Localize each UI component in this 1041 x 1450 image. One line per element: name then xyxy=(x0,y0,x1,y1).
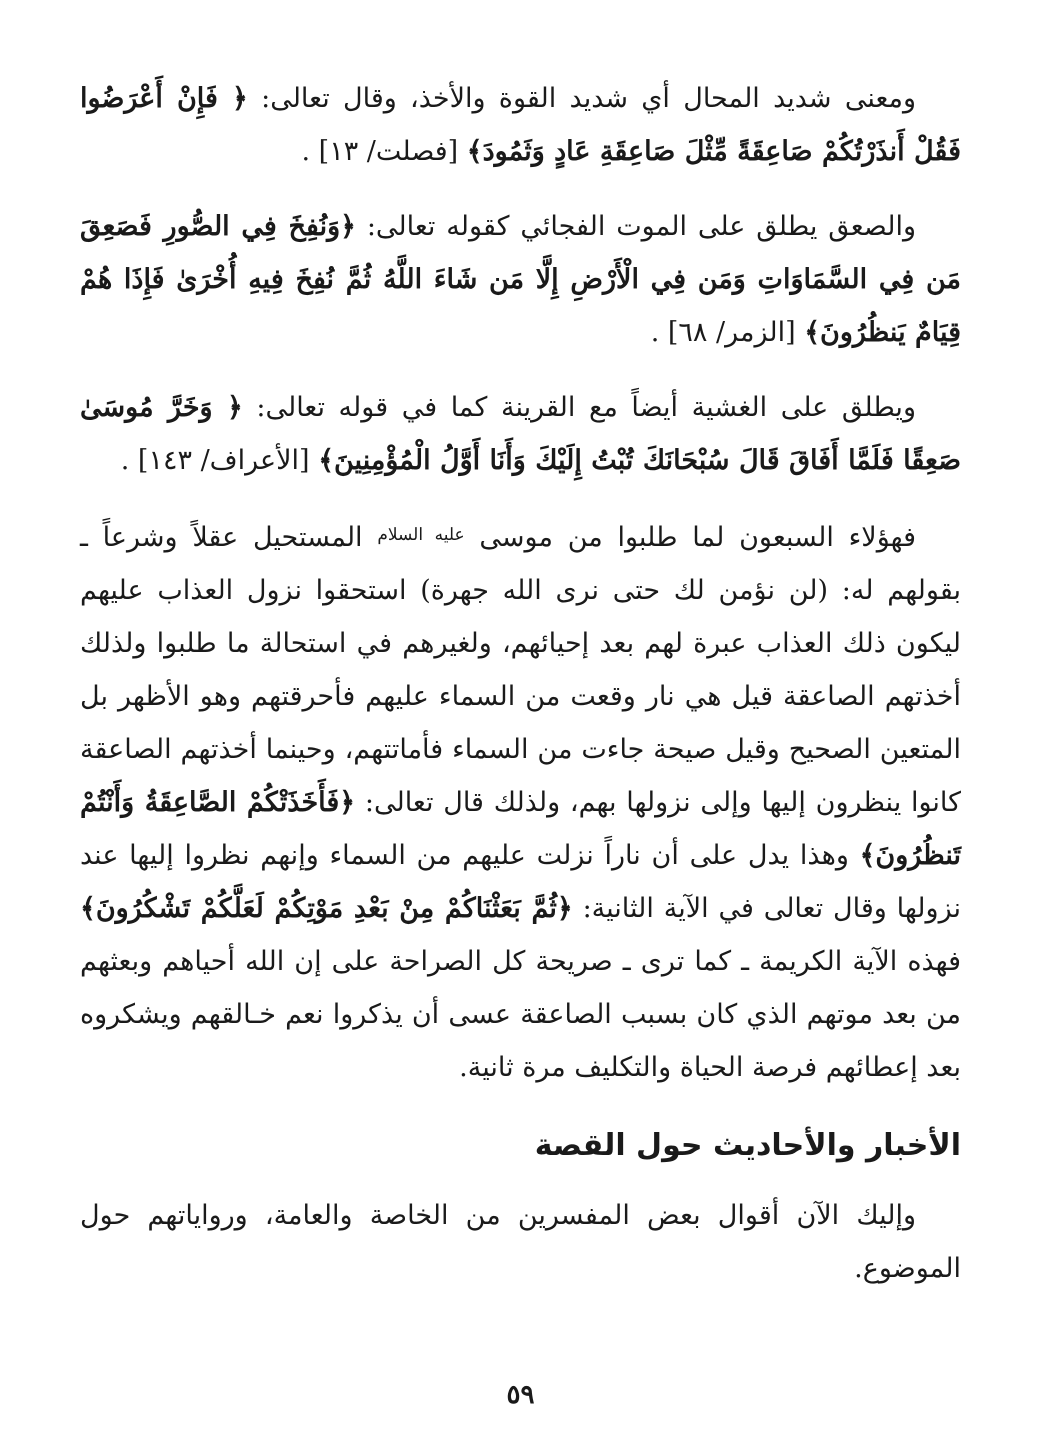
paragraph-text: ومعنى شديد المحال أي شديد القوة والأخذ، وقال تعالى: xyxy=(247,83,917,114)
paragraph-text: المستحيل عقلاً وشرعاً ـ بقولهم له: (لن نؤمن لك حتى نرى الله جهرة) استحقوا نزول العذاب عليهم ليكون ذلك العذاب عبرة لهم بعد إحيائهم، ولغيرهم في استحالة ما طلبوا ولذلك أخذتهم الصاعقة قيل هي نار وقعت من السماء عليهم فأحرقتهم وهو الأظهر بل المتعين الصحيح وقيل صيحة جاءت من السماء فأماتتهم، وحينما أخذتهم الصاعقة كانوا ينظرون إليها وإلى نزولها بهم، ولذلك قال تعالى: xyxy=(80,522,962,818)
paragraph-text: وإليك الآن أقوال بعض المفسرين من الخاصة والعامة، ورواياتهم حول الموضوع. xyxy=(80,1200,961,1284)
quran-verse: ﴿ وَخَرَّ مُوسَىٰ صَعِقًا فَلَمَّا أَفَاقَ قَالَ سُبْحَانَكَ تُبْتُ إِلَيْكَ وَأَنَا أَوَّلُ الْمُؤْمِنِينَ﴾ xyxy=(80,392,961,476)
quran-verse: ﴿ فَإِنْ أَعْرَضُوا فَقُلْ أَنذَرْتُكُمْ صَاعِقَةً مِّثْلَ صَاعِقَةِ عَادٍ وَثَمُودَ﴾ xyxy=(80,83,961,167)
verse-reference: [الأعراف/ ١٤٣] . xyxy=(120,445,319,476)
quran-verse: ﴿فَأَخَذَتْكُمْ الصَّاعِقَةُ وَأَنْتُمْ تَنظُرُونَ﴾ xyxy=(80,787,961,871)
paragraph-text: فهؤلاء السبعون لما طلبوا من موسى xyxy=(464,522,916,553)
page-number: ٥٩ xyxy=(506,1380,535,1410)
paragraph-text: ويطلق على الغشية أيضاً مع القرينة كما في قوله تعالى: xyxy=(242,392,916,423)
quran-verse: ﴿وَنُفِخَ فِي الصُّورِ فَصَعِقَ مَن فِي السَّمَاوَاتِ وَمَن فِي الْأَرْضِ إِلَّا مَن شَاءَ اللَّهُ ثُمَّ نُفِخَ فِيهِ أُخْرَىٰ فَإِذَا هُمْ قِيَامٌ يَنظُرُونَ﴾ xyxy=(80,211,961,348)
quran-verse: ﴿ثُمَّ بَعَثْنَاكُمْ مِنْ بَعْدِ مَوْتِكُمْ لَعَلَّكُمْ تَشْكُرُونَ﴾ xyxy=(80,893,573,924)
paragraph-fainting xyxy=(80,381,961,487)
section-heading: الأخبار والأحاديث حول القصة xyxy=(534,1128,961,1163)
paragraph-seventy xyxy=(80,509,961,1094)
honorific-symbol: عليه السلام xyxy=(377,525,465,545)
paragraph-sudden-death xyxy=(80,200,961,359)
paragraph-text: والصعق يطلق على الموت الفجائي كقوله تعالى: xyxy=(355,211,916,242)
paragraph-shadid-al-mihal xyxy=(80,72,961,178)
paragraph-text: فهذه الآية الكريمة ـ كما ترى ـ صريحة كل الصراحة على إن الله أحياهم وبعثهم من بعد موتهم الذي كان بسبب الصاعقة عسى أن يذكروا نعم خـالقهم ويشكروه بعد إعطائهم فرصة الحياة والتكليف مرة ثانية. xyxy=(80,946,961,1083)
paragraph-text: وهذا يدل على أن ناراً نزلت عليهم من السماء وإنهم نظروا إليها عند نزولها وقال تعالى في الآية الثانية: xyxy=(80,840,961,924)
verse-reference: [فصلت/ ١٣] . xyxy=(301,136,467,167)
verse-reference: [الزمر/ ٦٨] . xyxy=(650,317,805,348)
paragraph-interpreters xyxy=(80,1189,961,1295)
